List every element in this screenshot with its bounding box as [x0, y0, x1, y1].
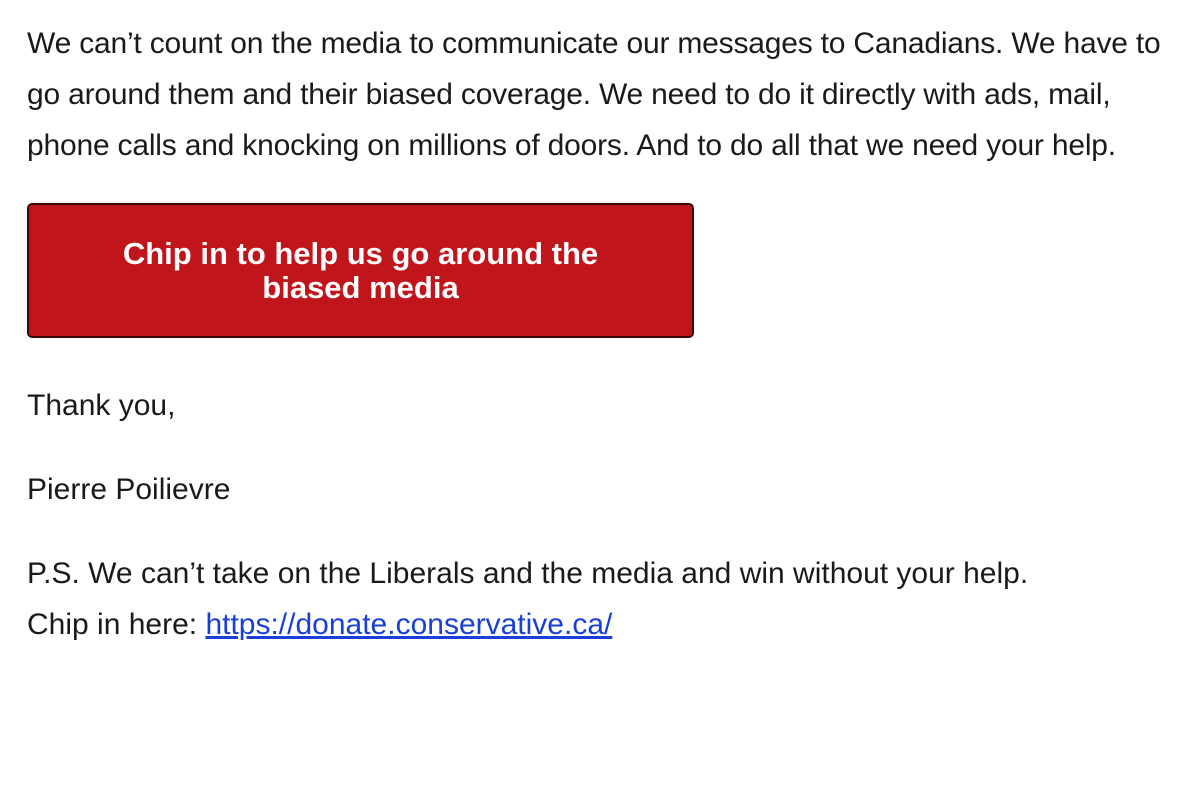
- email-body: [27, 18, 1187, 650]
- ps-link-line: [27, 599, 1187, 650]
- postscript: [27, 548, 1187, 650]
- chip-in-button[interactable]: Chip in to help us go around the biased media: [27, 203, 694, 338]
- ps-prompt: Chip in here:: [27, 608, 206, 641]
- donate-link[interactable]: https://donate.conservative.ca/: [205, 608, 613, 641]
- cta-container: [27, 203, 694, 338]
- thank-you-text: Thank you,: [27, 389, 176, 422]
- signature: Pierre Poilievre: [27, 473, 231, 506]
- body-paragraph: We can’t count on the media to communicate our messages to Canadians. We have to go around them and their biased coverage. We need to do it directly with ads, mail, phone calls and knocking on millions of doors. And to do all that we need your help.: [27, 27, 1161, 162]
- ps-text: P.S. We can’t take on the Liberals and the media and win without your help.: [27, 557, 1029, 590]
